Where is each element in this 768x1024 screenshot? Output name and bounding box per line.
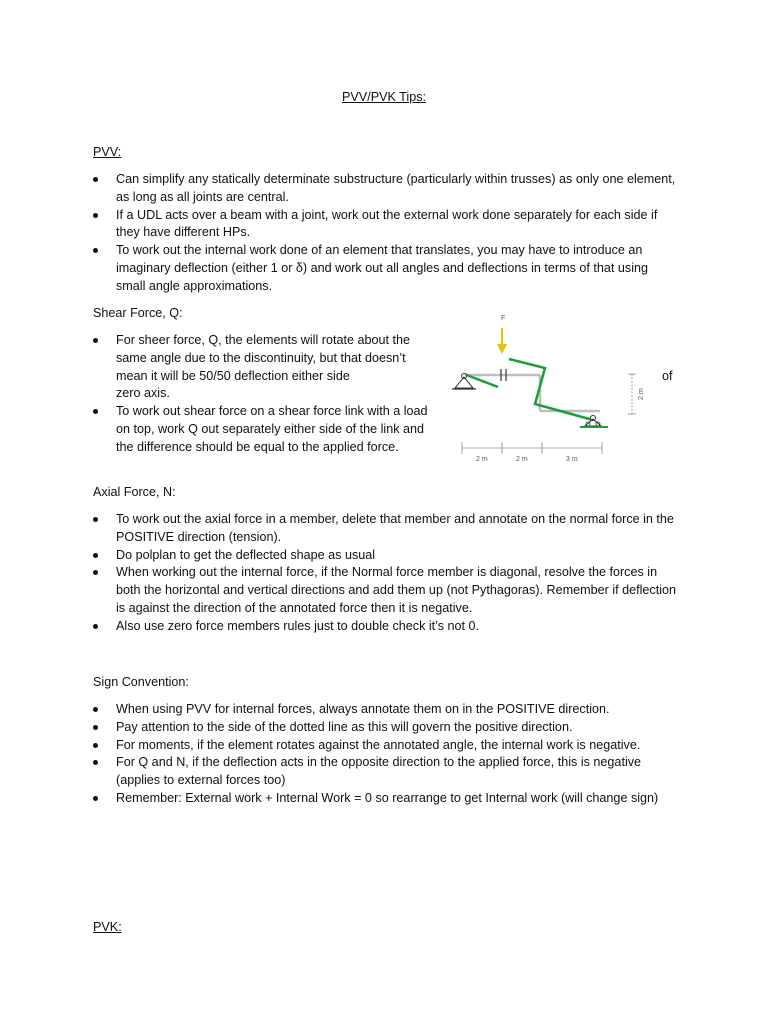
list-item: To work out the axial force in a member, delete that member and annotate on the normal force in the POSITIVE direction (tension). xyxy=(93,511,678,547)
pvv-heading: PVV: xyxy=(93,145,122,159)
pvk-heading: PVK: xyxy=(93,920,122,934)
list-item: When using PVV for internal forces, always annotate them on in the POSITIVE direction. xyxy=(93,701,678,719)
list-item: For moments, if the element rotates against the annotated angle, the internal work is negative. xyxy=(93,737,678,755)
list-item: Can simplify any statically determinate substructure (particularly within trusses) as only one element, as long as all joints are central. xyxy=(93,171,678,207)
span-label: 2 m xyxy=(476,456,488,463)
shear-item-continuation: zero axis. xyxy=(116,386,170,401)
list-item: Also use zero force members rules just to double check it’s not 0. xyxy=(93,618,678,636)
pvv-list xyxy=(93,171,678,296)
list-item: Do polplan to get the deflected shape as usual xyxy=(93,547,678,565)
list-item: Remember: External work + Internal Work = 0 so rearrange to get Internal work (will change sign) xyxy=(93,790,678,808)
list-item xyxy=(93,332,428,403)
list-item: When working out the internal force, if the Normal force member is diagonal, resolve the forces in both the horizontal and vertical directions and add them up (not Pythagoras). Remember if deflection is against the direction of the annotated force then it is negative. xyxy=(93,564,678,617)
list-item: To work out shear force on a shear force link with a load on top, work Q out separately either side of the link and the difference should be equal to the applied force. xyxy=(93,403,428,456)
force-arrow-icon xyxy=(497,344,507,354)
pin-icon xyxy=(591,416,596,421)
shear-link-diagram xyxy=(450,308,650,478)
list-item: To work out the internal work done of an element that translates, you may have to introduce an imaginary deflection (either 1 or δ) and work out all angles and deflections in terms of that using small angle approximations. xyxy=(93,242,678,295)
shear-item-text: For sheer force, Q, the elements will rotate about the same angle due to the discontinuity, but that doesn’t mean it will be 50/50 deflection either side xyxy=(116,333,410,383)
height-label: 2 m xyxy=(638,388,645,400)
shear-overflow-text: of xyxy=(662,369,673,383)
page-title: PVV/PVK Tips: xyxy=(342,90,426,104)
sign-list xyxy=(93,701,678,808)
force-label: F xyxy=(501,315,506,322)
shear-list xyxy=(93,332,428,457)
span-label: 2 m xyxy=(516,456,528,463)
shear-heading: Shear Force, Q: xyxy=(93,306,183,320)
axial-list xyxy=(93,511,678,636)
sign-heading: Sign Convention: xyxy=(93,675,189,689)
list-item: Pay attention to the side of the dotted line as this will govern the positive direction. xyxy=(93,719,678,737)
list-item: For Q and N, if the deflection acts in the opposite direction to the applied force, this is negative (applies to external forces too) xyxy=(93,754,678,790)
list-item: If a UDL acts over a beam with a joint, work out the external work done separately for each side if they have different HPs. xyxy=(93,207,678,243)
axial-heading: Axial Force, N: xyxy=(93,485,176,499)
span-label: 3 m xyxy=(566,456,578,463)
